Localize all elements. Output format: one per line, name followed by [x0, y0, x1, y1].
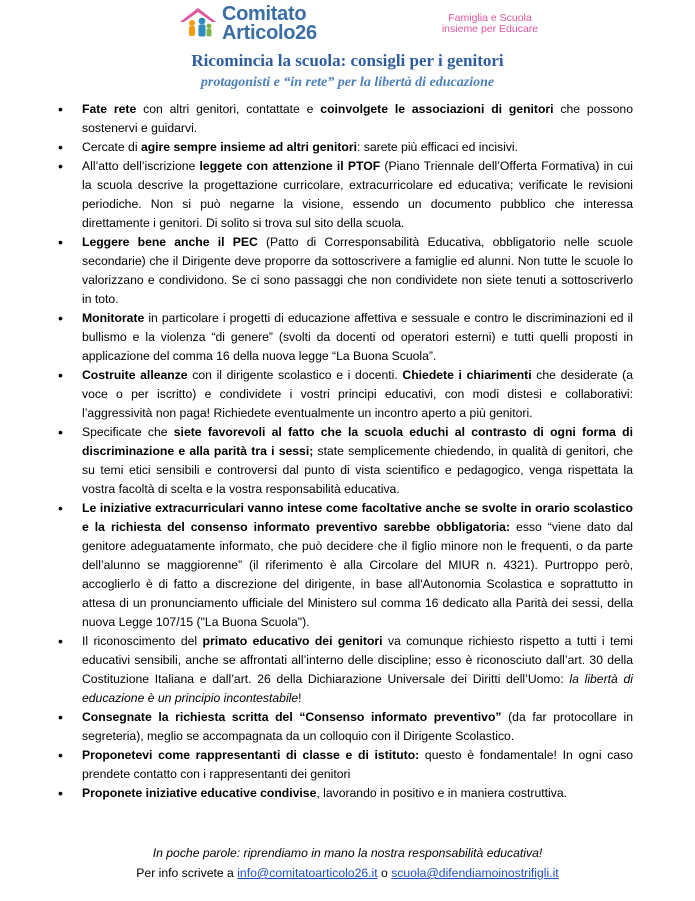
list-item: • Specificate che siete favorevoli al fatto che la scuola educhi al contrasto di ogni forma di discriminazione e alla parità tra i sessi; state semplicemente chiedendo, in qualità di genitori, che su temi etici sensibili e controversi dal punto di vista scientifico e pedagogico, venga rispettata la vostra facoltà di scelta e la vostra responsabilità educativa. [58, 423, 633, 499]
list-item: • Cercate di agire sempre insieme ad altri genitori: sarete più efficaci ed incisivi. [58, 138, 633, 157]
list-item: • Le iniziative extracurriculari vanno intese come facoltative anche se svolte in orario scolastico e la richiesta del consenso informato preventivo sarebbe obbligatoria: esso “viene dato dal genitore adeguatamente informato, che può decidere che il figlio minore non le frequenti, o da parte dell’alunno se maggiorenne” (il riferimento è alla Circolare del MIUR n. 4321). Purtroppo però, accoglierlo è di fatto a discrezione del dirigente, in base all'Autonomia Scolastica e soprattutto in attesa di un pronunciamento ufficiale del Ministero sul comma 16 dedicato alla Parità dei sessi, della nuova Legge 107/15 ("La Buona Scuola"). [58, 499, 633, 632]
list-item: • Proponete iniziative educative condivise, lavorando in positivo e in maniera costruttiva. [58, 784, 633, 803]
list-item: • Leggere bene anche il PEC (Patto di Corresponsabilità Educativa, obbligatorio nelle scuole secondarie) che il Dirigente deve proporre da sottoscrivere a famiglie ed alunni. Non tutte le scuole lo valorizzano e condividono. Se ci sono passaggi che non condividete non siete tenuti a sottoscriverlo in toto. [58, 233, 633, 309]
logo-number: 26 [295, 22, 317, 44]
list-item: • Il riconoscimento del primato educativo dei genitori va comunque richiesto rispetto a tutti i temi educativi sensibili, anche se affrontati all’interno delle discipline; esso è riconosciuto dall’art. 30 della Costituzione Italiana e dall’art. 26 della Dichiarazione Universale dei Diritti dell’Uomo: la libertà di educazione è un principio incontestabile! [58, 632, 633, 708]
logo-text-comitato: Comitato [222, 3, 307, 25]
house-family-icon [178, 6, 218, 40]
tagline-line2: insieme per Educare [441, 23, 539, 35]
list-item: • Costruite alleanze con il dirigente scolastico e i docenti. Chiedete i chiarimenti che desiderate (a voce o per iscritto) e condividete i vostri principi educativi, con modi distesi e collaborativi: l’aggressività non paga! Richiedete eventualmente un incontro aperto a più genitori. [58, 366, 633, 423]
advice-list [58, 100, 633, 803]
closing-statement: In poche parole: riprendiamo in mano la nostra responsabilità educativa! [152, 846, 543, 860]
list-item: • Monitorate in particolare i progetti di educazione affettiva e sessuale e contro le discriminazioni ed il bullismo e la violenza “di genere” (svolti da docenti od operatori esterni) e tutti quelli proposti in applicazione del comma 16 della nuova legge “La Buona Scuola”. [58, 309, 633, 366]
email-link-scuola[interactable]: scuola@difendiamoinostrifigli.it [391, 866, 559, 880]
contact-line [0, 866, 695, 880]
header [0, 0, 695, 50]
list-item: • Fate rete con altri genitori, contattate e coinvolgete le associazioni di genitori che possono sostenervi e guidarvi. [58, 100, 633, 138]
email-link-info[interactable]: info@comitatoarticolo26.it [237, 866, 378, 880]
page-title: Ricomincia la scuola: consigli per i genitori [191, 51, 504, 70]
tagline [430, 13, 550, 35]
contact-prefix: Per info scrivete a [136, 866, 234, 880]
contact-separator: o [381, 866, 388, 880]
logo-text-articolo-word: Articolo [222, 22, 296, 44]
list-item: • Proponetevi come rappresentanti di classe e di istituto: questo è fondamentale! In ogni caso prendete contatto con i rappresentanti dei genitori [58, 746, 633, 784]
tagline-line1: Famiglia e Scuola [448, 12, 532, 24]
page-subtitle: protagonisti e “in rete” per la libertà di educazione [200, 75, 495, 90]
comitato-logo [178, 2, 328, 46]
list-item: • All’atto dell’iscrizione leggete con attenzione il PTOF (Piano Triennale dell’Offerta Formativa) in cui la scuola descrive la progettazione curricolare, extracurricolare ed educativa; verificate le revisioni periodiche. Non si può negarne la visione, essendo un documento pubblico che interessa direttamente i genitori. Di solito si trova sul sito della scuola. [58, 157, 633, 233]
logo-text-articolo [222, 22, 317, 45]
list-item: • Consegnate la richiesta scritta del “Consenso informato preventivo” (da far protocollare in segreteria), meglio se accompagnata da un colloquio con il Dirigente Scolastico. [58, 708, 633, 746]
